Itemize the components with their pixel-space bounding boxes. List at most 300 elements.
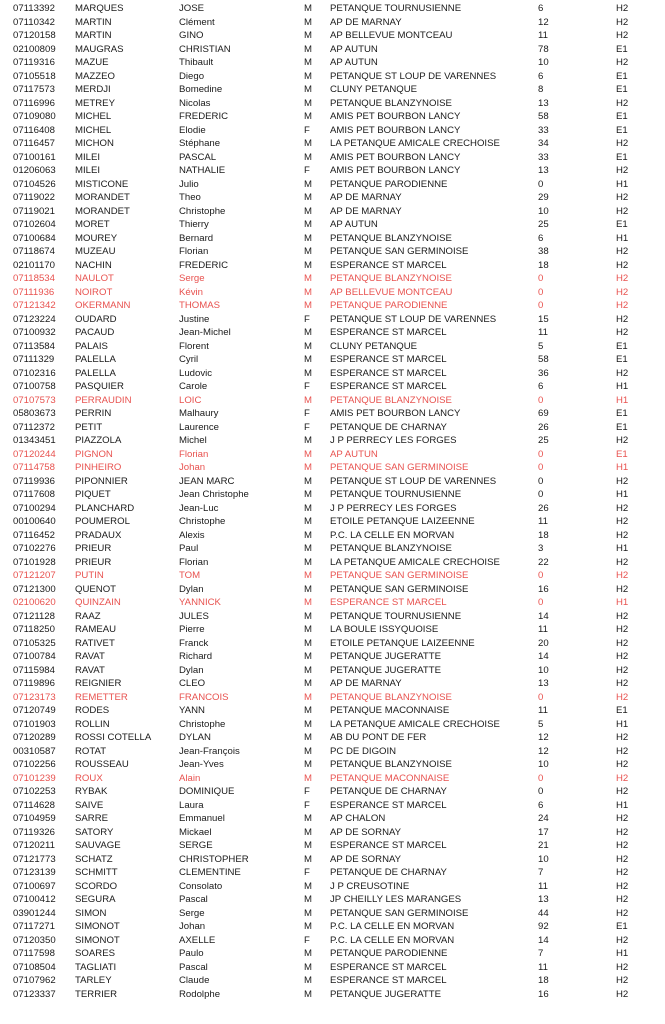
table-row xyxy=(0,178,665,192)
license-number-cell: 00100640 xyxy=(13,516,56,527)
club-name-cell: LA PETANQUE AMICALE CRECHOISE xyxy=(330,718,500,730)
points-cell: 10 xyxy=(538,57,549,68)
club-name-cell: J P PERRECY LES FORGES xyxy=(330,502,457,514)
club-name-cell: PETANQUE DE CHARNAY xyxy=(330,867,447,878)
points-cell: 21 xyxy=(538,840,549,851)
category-cell: H2 xyxy=(616,853,629,865)
license-number-cell: 07102256 xyxy=(13,759,56,770)
category-cell: E1 xyxy=(616,448,628,460)
license-number-cell: 07101239 xyxy=(13,772,56,784)
category-cell: H2 xyxy=(616,273,629,284)
license-number-cell: 07121128 xyxy=(13,610,55,622)
license-number-cell: 07117608 xyxy=(13,489,55,500)
table-row xyxy=(0,907,665,921)
gender-cell: M xyxy=(304,178,312,190)
category-cell: H2 xyxy=(616,138,629,149)
first-name-cell: CHRISTOPHER xyxy=(179,853,249,865)
last-name-cell: SCORDO xyxy=(75,880,118,892)
last-name-cell: MAUGRAS xyxy=(75,43,124,55)
category-cell: E1 xyxy=(616,921,628,932)
first-name-cell: GINO xyxy=(179,30,204,41)
license-number-cell: 07102276 xyxy=(13,543,56,554)
first-name-cell: CHRISTIAN xyxy=(179,43,231,55)
category-cell: E1 xyxy=(616,421,628,433)
license-number-cell: 07100697 xyxy=(13,880,56,892)
club-name-cell: PETANQUE ST LOUP DE VARENNES xyxy=(330,313,497,325)
club-name-cell: PETANQUE JUGERATTE xyxy=(330,988,442,1000)
category-cell: H2 xyxy=(616,3,629,14)
points-cell: 13 xyxy=(538,678,549,689)
club-name-cell: ETOILE PETANQUE LAIZEENNE xyxy=(330,516,475,527)
gender-cell: M xyxy=(304,772,312,784)
gender-cell: F xyxy=(304,165,310,176)
first-name-cell: Florian xyxy=(179,556,209,568)
table-row xyxy=(0,367,665,381)
table-row xyxy=(0,488,665,502)
table-row xyxy=(0,448,665,462)
license-number-cell: 07100784 xyxy=(13,651,56,662)
gender-cell: M xyxy=(304,340,312,352)
license-number-cell: 07114758 xyxy=(13,462,55,473)
license-number-cell: 07100161 xyxy=(13,151,56,163)
last-name-cell: MERDJI xyxy=(75,84,111,95)
table-row xyxy=(0,502,665,516)
last-name-cell: MAZZEO xyxy=(75,70,115,82)
points-cell: 18 xyxy=(538,259,549,271)
first-name-cell: Florian xyxy=(179,246,209,257)
license-number-cell: 07123173 xyxy=(13,691,56,703)
gender-cell: M xyxy=(304,907,312,919)
table-row xyxy=(0,164,665,178)
table-row xyxy=(0,272,665,286)
gender-cell: F xyxy=(304,408,310,419)
table-row xyxy=(0,718,665,732)
club-name-cell: J P CREUSOTINE xyxy=(330,880,410,892)
gender-cell: M xyxy=(304,988,312,1000)
first-name-cell: Cyril xyxy=(179,354,199,365)
table-row xyxy=(0,826,665,840)
category-cell: H2 xyxy=(616,907,629,919)
license-number-cell: 07100684 xyxy=(13,232,56,244)
table-row xyxy=(0,596,665,610)
table-row xyxy=(0,880,665,894)
club-name-cell: JP CHEILLY LES MARANGES xyxy=(330,894,462,905)
table-row xyxy=(0,110,665,124)
first-name-cell: Jean-Yves xyxy=(179,759,224,770)
license-number-cell: 07120211 xyxy=(13,840,55,851)
category-cell: H2 xyxy=(616,637,629,649)
points-cell: 0 xyxy=(538,597,544,608)
last-name-cell: PIPONNIER xyxy=(75,475,128,487)
category-cell: H1 xyxy=(616,799,629,811)
category-cell: H2 xyxy=(616,516,629,527)
club-name-cell: AP BELLEVUE MONTCEAU xyxy=(330,30,453,41)
table-row xyxy=(0,259,665,273)
gender-cell: M xyxy=(304,624,312,635)
last-name-cell: PALELLA xyxy=(75,354,116,365)
gender-cell: M xyxy=(304,705,312,716)
points-cell: 0 xyxy=(538,786,544,797)
license-number-cell: 07110342 xyxy=(13,16,55,28)
license-number-cell: 07102604 xyxy=(13,219,56,230)
gender-cell: M xyxy=(304,718,312,730)
last-name-cell: SIMONOT xyxy=(75,921,120,932)
license-number-cell: 07117271 xyxy=(13,921,55,932)
category-cell: H2 xyxy=(616,192,629,203)
license-number-cell: 05803673 xyxy=(13,408,56,419)
points-cell: 6 xyxy=(538,381,544,392)
last-name-cell: PERRAUDIN xyxy=(75,394,132,406)
license-number-cell: 07117573 xyxy=(13,84,55,95)
license-number-cell: 01343451 xyxy=(13,435,56,446)
table-row xyxy=(0,29,665,43)
first-name-cell: Claude xyxy=(179,975,210,986)
last-name-cell: RAMEAU xyxy=(75,624,117,635)
license-number-cell: 07118534 xyxy=(13,273,55,284)
club-name-cell: PETANQUE BLANZYNOISE xyxy=(330,273,452,284)
category-cell: H2 xyxy=(616,205,629,217)
license-number-cell: 07115984 xyxy=(13,664,55,676)
license-number-cell: 07120289 xyxy=(13,732,56,743)
last-name-cell: TARLEY xyxy=(75,975,112,986)
points-cell: 18 xyxy=(538,975,549,986)
category-cell: H1 xyxy=(616,948,629,959)
last-name-cell: NAULOT xyxy=(75,273,114,284)
points-cell: 10 xyxy=(538,853,549,865)
table-row xyxy=(0,218,665,232)
table-row xyxy=(0,785,665,799)
gender-cell: M xyxy=(304,232,312,244)
license-number-cell: 07116408 xyxy=(13,124,55,136)
last-name-cell: RAAZ xyxy=(75,610,101,622)
gender-cell: M xyxy=(304,3,312,14)
first-name-cell: DYLAN xyxy=(179,732,211,743)
club-name-cell: AP DE MARNAY xyxy=(330,192,402,203)
category-cell: H2 xyxy=(616,165,629,176)
gender-cell: F xyxy=(304,124,310,136)
points-cell: 0 xyxy=(538,462,544,473)
club-name-cell: P.C. LA CELLE EN MORVAN xyxy=(330,529,455,541)
points-cell: 33 xyxy=(538,124,549,136)
gender-cell: M xyxy=(304,732,312,743)
category-cell: E1 xyxy=(616,354,628,365)
last-name-cell: PASQUIER xyxy=(75,381,124,392)
license-number-cell: 07121773 xyxy=(13,853,56,865)
table-row xyxy=(0,97,665,111)
gender-cell: M xyxy=(304,894,312,905)
gender-cell: M xyxy=(304,948,312,959)
points-cell: 15 xyxy=(538,313,549,325)
category-cell: H2 xyxy=(616,300,629,311)
first-name-cell: Stéphane xyxy=(179,138,221,149)
license-number-cell: 07100294 xyxy=(13,502,56,514)
points-cell: 13 xyxy=(538,97,549,109)
category-cell: H2 xyxy=(616,975,629,986)
last-name-cell: SAUVAGE xyxy=(75,840,121,851)
points-cell: 12 xyxy=(538,16,549,28)
gender-cell: M xyxy=(304,259,312,271)
points-cell: 17 xyxy=(538,826,549,838)
points-cell: 20 xyxy=(538,637,549,649)
first-name-cell: Bomedine xyxy=(179,84,223,95)
first-name-cell: Theo xyxy=(179,192,201,203)
first-name-cell: Paulo xyxy=(179,948,204,959)
license-number-cell: 07119316 xyxy=(13,57,55,68)
table-row xyxy=(0,610,665,624)
club-name-cell: AP DE MARNAY xyxy=(330,205,402,217)
category-cell: E1 xyxy=(616,705,628,716)
gender-cell: F xyxy=(304,421,310,433)
gender-cell: M xyxy=(304,43,312,55)
category-cell: H2 xyxy=(616,286,629,298)
points-cell: 7 xyxy=(538,867,544,878)
table-row xyxy=(0,691,665,705)
license-number-cell: 07123337 xyxy=(13,988,56,1000)
first-name-cell: Jean-François xyxy=(179,745,240,757)
last-name-cell: MILEI xyxy=(75,151,101,163)
points-cell: 11 xyxy=(538,30,548,41)
club-name-cell: PETANQUE SAN GERMINOISE xyxy=(330,583,469,595)
last-name-cell: PIQUET xyxy=(75,489,111,500)
last-name-cell: PINHEIRO xyxy=(75,462,122,473)
category-cell: H2 xyxy=(616,327,629,338)
license-number-cell: 07120158 xyxy=(13,30,56,41)
last-name-cell: RODES xyxy=(75,705,110,716)
gender-cell: M xyxy=(304,367,312,379)
license-number-cell: 07101928 xyxy=(13,556,56,568)
table-row xyxy=(0,515,665,529)
license-number-cell: 07107962 xyxy=(13,975,56,986)
license-number-cell: 03901244 xyxy=(13,907,56,919)
category-cell: H1 xyxy=(616,543,629,554)
points-cell: 10 xyxy=(538,759,549,770)
points-cell: 0 xyxy=(538,394,544,406)
table-row xyxy=(0,124,665,138)
gender-cell: M xyxy=(304,678,312,689)
points-cell: 11 xyxy=(538,880,548,892)
category-cell: H2 xyxy=(616,786,629,797)
last-name-cell: PRIEUR xyxy=(75,543,112,554)
category-cell: H2 xyxy=(616,651,629,662)
category-cell: E1 xyxy=(616,408,628,419)
last-name-cell: PRADAUX xyxy=(75,529,122,541)
last-name-cell: SARRE xyxy=(75,813,109,824)
table-row xyxy=(0,394,665,408)
club-name-cell: AMIS PET BOURBON LANCY xyxy=(330,124,461,136)
license-number-cell: 07108504 xyxy=(13,961,56,973)
category-cell: H2 xyxy=(616,813,629,824)
club-name-cell: PETANQUE DE CHARNAY xyxy=(330,421,447,433)
club-name-cell: AMIS PET BOURBON LANCY xyxy=(330,408,461,419)
club-name-cell: PETANQUE ST LOUP DE VARENNES xyxy=(330,70,497,82)
table-row xyxy=(0,745,665,759)
table-row xyxy=(0,232,665,246)
club-name-cell: PETANQUE SAN GERMINOISE xyxy=(330,570,469,581)
last-name-cell: MICHEL xyxy=(75,111,112,122)
points-cell: 8 xyxy=(538,84,544,95)
first-name-cell: Nicolas xyxy=(179,97,211,109)
license-number-cell: 07100758 xyxy=(13,381,56,392)
category-cell: H2 xyxy=(616,435,629,446)
category-cell: H2 xyxy=(616,867,629,878)
first-name-cell: Laura xyxy=(179,799,204,811)
gender-cell: F xyxy=(304,786,310,797)
club-name-cell: CLUNY PETANQUE xyxy=(330,84,418,95)
first-name-cell: Christophe xyxy=(179,516,226,527)
first-name-cell: Thierry xyxy=(179,219,209,230)
points-cell: 7 xyxy=(538,948,544,959)
points-cell: 6 xyxy=(538,799,544,811)
gender-cell: M xyxy=(304,300,312,311)
gender-cell: M xyxy=(304,97,312,109)
last-name-cell: POUMEROL xyxy=(75,516,130,527)
points-cell: 14 xyxy=(538,934,549,946)
club-name-cell: PC DE DIGOIN xyxy=(330,745,397,757)
category-cell: E1 xyxy=(616,124,628,136)
first-name-cell: Jean-Michel xyxy=(179,327,231,338)
club-name-cell: ESPERANCE ST MARCEL xyxy=(330,975,447,986)
club-name-cell: P.C. LA CELLE EN MORVAN xyxy=(330,921,455,932)
points-cell: 11 xyxy=(538,327,548,338)
first-name-cell: JEAN MARC xyxy=(179,475,235,487)
license-number-cell: 07101903 xyxy=(13,718,56,730)
last-name-cell: RAVAT xyxy=(75,651,105,662)
license-number-cell: 07102316 xyxy=(13,367,56,379)
table-row xyxy=(0,988,665,1002)
gender-cell: M xyxy=(304,435,312,446)
club-name-cell: PETANQUE JUGERATTE xyxy=(330,651,442,662)
category-cell: H1 xyxy=(616,462,629,473)
points-cell: 44 xyxy=(538,907,549,919)
table-row xyxy=(0,137,665,151)
license-number-cell: 07117598 xyxy=(13,948,55,959)
gender-cell: M xyxy=(304,543,312,554)
gender-cell: M xyxy=(304,16,312,28)
gender-cell: M xyxy=(304,70,312,82)
first-name-cell: THOMAS xyxy=(179,300,221,311)
first-name-cell: Dylan xyxy=(179,664,204,676)
license-number-cell: 02101170 xyxy=(13,259,55,271)
gender-cell: M xyxy=(304,489,312,500)
points-cell: 3 xyxy=(538,543,544,554)
points-cell: 0 xyxy=(538,300,544,311)
points-cell: 33 xyxy=(538,151,549,163)
points-cell: 11 xyxy=(538,624,548,635)
last-name-cell: TAGLIATI xyxy=(75,961,117,973)
last-name-cell: SOARES xyxy=(75,948,115,959)
gender-cell: M xyxy=(304,151,312,163)
table-row xyxy=(0,947,665,961)
gender-cell: F xyxy=(304,867,310,878)
points-cell: 22 xyxy=(538,556,549,568)
category-cell: E1 xyxy=(616,111,628,122)
table-row xyxy=(0,56,665,70)
category-cell: H2 xyxy=(616,880,629,892)
gender-cell: M xyxy=(304,394,312,406)
last-name-cell: ROUX xyxy=(75,772,103,784)
license-number-cell: 07112372 xyxy=(13,421,55,433)
gender-cell: F xyxy=(304,799,310,811)
category-cell: H1 xyxy=(616,232,629,244)
license-number-cell: 07120749 xyxy=(13,705,56,716)
last-name-cell: PRIEUR xyxy=(75,556,112,568)
first-name-cell: Emmanuel xyxy=(179,813,225,824)
license-number-cell: 07119896 xyxy=(13,678,55,689)
category-cell: H2 xyxy=(616,840,629,851)
table-row xyxy=(0,974,665,988)
table-row xyxy=(0,623,665,637)
table-row xyxy=(0,650,665,664)
first-name-cell: Thibault xyxy=(179,57,214,68)
gender-cell: M xyxy=(304,475,312,487)
gender-cell: M xyxy=(304,84,312,95)
gender-cell: M xyxy=(304,745,312,757)
club-name-cell: AMIS PET BOURBON LANCY xyxy=(330,111,461,122)
table-row xyxy=(0,205,665,219)
gender-cell: M xyxy=(304,30,312,41)
last-name-cell: SIMON xyxy=(75,907,107,919)
club-name-cell: AP DE SORNAY xyxy=(330,853,402,865)
table-row xyxy=(0,664,665,678)
club-name-cell: CLUNY PETANQUE xyxy=(330,340,418,352)
first-name-cell: Justine xyxy=(179,313,210,325)
last-name-cell: MARTIN xyxy=(75,30,112,41)
gender-cell: F xyxy=(304,934,310,946)
last-name-cell: RATIVET xyxy=(75,637,115,649)
points-cell: 11 xyxy=(538,516,548,527)
license-number-cell: 07119021 xyxy=(13,205,55,217)
license-number-cell: 07111329 xyxy=(13,354,55,365)
points-cell: 58 xyxy=(538,354,549,365)
category-cell: H1 xyxy=(616,489,629,500)
club-name-cell: AMIS PET BOURBON LANCY xyxy=(330,165,461,176)
gender-cell: M xyxy=(304,516,312,527)
first-name-cell: Serge xyxy=(179,273,205,284)
last-name-cell: MUZEAU xyxy=(75,246,116,257)
license-number-cell: 07100412 xyxy=(13,894,56,905)
category-cell: H2 xyxy=(616,529,629,541)
club-name-cell: PETANQUE PARODIENNE xyxy=(330,300,448,311)
first-name-cell: Diego xyxy=(179,70,205,82)
license-number-cell: 02100809 xyxy=(13,43,56,55)
table-row xyxy=(0,677,665,691)
table-row xyxy=(0,542,665,556)
table-row xyxy=(0,475,665,489)
last-name-cell: RAVAT xyxy=(75,664,105,676)
club-name-cell: PETANQUE DE CHARNAY xyxy=(330,786,447,797)
club-name-cell: LA PETANQUE AMICALE CRECHOISE xyxy=(330,138,500,149)
table-row xyxy=(0,758,665,772)
table-row xyxy=(0,421,665,435)
gender-cell: M xyxy=(304,354,312,365)
last-name-cell: ROUSSEAU xyxy=(75,759,129,770)
license-number-cell: 07105325 xyxy=(13,637,56,649)
category-cell: H2 xyxy=(616,16,629,28)
club-name-cell: AP AUTUN xyxy=(330,219,378,230)
last-name-cell: PETIT xyxy=(75,421,103,433)
club-name-cell: ESPERANCE ST MARCEL xyxy=(330,799,447,811)
gender-cell: M xyxy=(304,826,312,838)
club-name-cell: ESPERANCE ST MARCEL xyxy=(330,381,447,392)
points-cell: 0 xyxy=(538,570,544,581)
first-name-cell: Franck xyxy=(179,637,209,649)
first-name-cell: Richard xyxy=(179,651,213,662)
club-name-cell: ESPERANCE ST MARCEL xyxy=(330,840,447,851)
points-cell: 11 xyxy=(538,961,548,973)
points-cell: 6 xyxy=(538,70,544,82)
table-row xyxy=(0,920,665,934)
first-name-cell: Carole xyxy=(179,381,208,392)
